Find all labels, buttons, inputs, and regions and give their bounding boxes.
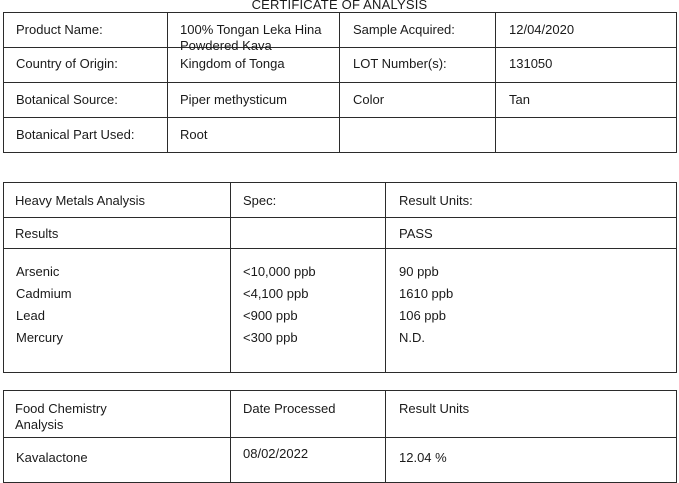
botanical-part-value: Root (180, 127, 208, 142)
food-chemistry-table (3, 390, 677, 483)
date-processed-header: Date Processed (243, 401, 336, 416)
results-value: PASS (399, 226, 433, 241)
metal-spec: <10,000 ppb (243, 264, 316, 279)
metal-name: Mercury (16, 330, 63, 345)
table-row (4, 83, 677, 118)
heavy-metals-table (3, 182, 677, 373)
metal-spec: <300 ppb (243, 330, 298, 345)
table-row (4, 391, 677, 438)
document-title: CERTIFICATE OF ANALYSIS (251, 0, 428, 12)
food-chemistry-header-line2: Analysis (15, 417, 64, 432)
lot-label: LOT Number(s): (353, 56, 447, 71)
spec-header: Spec: (243, 193, 277, 208)
heavy-metals-header: Heavy Metals Analysis (15, 193, 146, 208)
table-row (4, 249, 677, 373)
kavalactone-label: Kavalactone (16, 450, 88, 465)
product-info-table (3, 12, 677, 153)
sample-acquired-value: 12/04/2020 (509, 22, 575, 37)
metal-result-list (399, 261, 453, 349)
kavalactone-result: 12.04 % (399, 450, 447, 465)
result-units-header: Result Units: (399, 193, 473, 208)
color-label: Color (353, 92, 385, 107)
product-name-label: Product Name: (16, 22, 103, 37)
metal-spec: <900 ppb (243, 308, 298, 323)
table-row (4, 183, 677, 218)
table-row (4, 218, 677, 249)
product-name-value-line1: 100% Tongan Leka Hina (180, 22, 322, 37)
country-label: Country of Origin: (16, 56, 118, 71)
results-label: Results (15, 226, 59, 241)
lot-value: 131050 (509, 56, 553, 71)
country-value: Kingdom of Tonga (180, 56, 285, 71)
product-name-value-line2: Powdered Kava (180, 38, 272, 53)
metal-name: Arsenic (16, 264, 60, 279)
metal-name: Cadmium (16, 286, 72, 301)
table-row (4, 48, 677, 83)
kavalactone-date: 08/02/2022 (243, 446, 309, 461)
metal-spec: <4,100 ppb (243, 286, 309, 301)
table-row (4, 13, 677, 48)
metal-result: N.D. (399, 330, 425, 345)
food-result-units-header: Result Units (399, 401, 470, 416)
botanical-part-label: Botanical Part Used: (16, 127, 135, 142)
metal-result: 1610 ppb (399, 286, 454, 301)
table-row (4, 118, 677, 153)
sample-acquired-label: Sample Acquired: (353, 22, 455, 37)
metal-result: 90 ppb (399, 264, 439, 279)
table-row (4, 438, 677, 483)
botanical-source-label: Botanical Source: (16, 92, 118, 107)
metal-name: Lead (16, 308, 45, 323)
botanical-source-value: Piper methysticum (180, 92, 287, 107)
food-chemistry-header-line1: Food Chemistry (15, 401, 107, 416)
metal-spec-list (243, 261, 316, 349)
color-value: Tan (509, 92, 530, 107)
metal-result: 106 ppb (399, 308, 446, 323)
metal-name-list (16, 261, 72, 349)
